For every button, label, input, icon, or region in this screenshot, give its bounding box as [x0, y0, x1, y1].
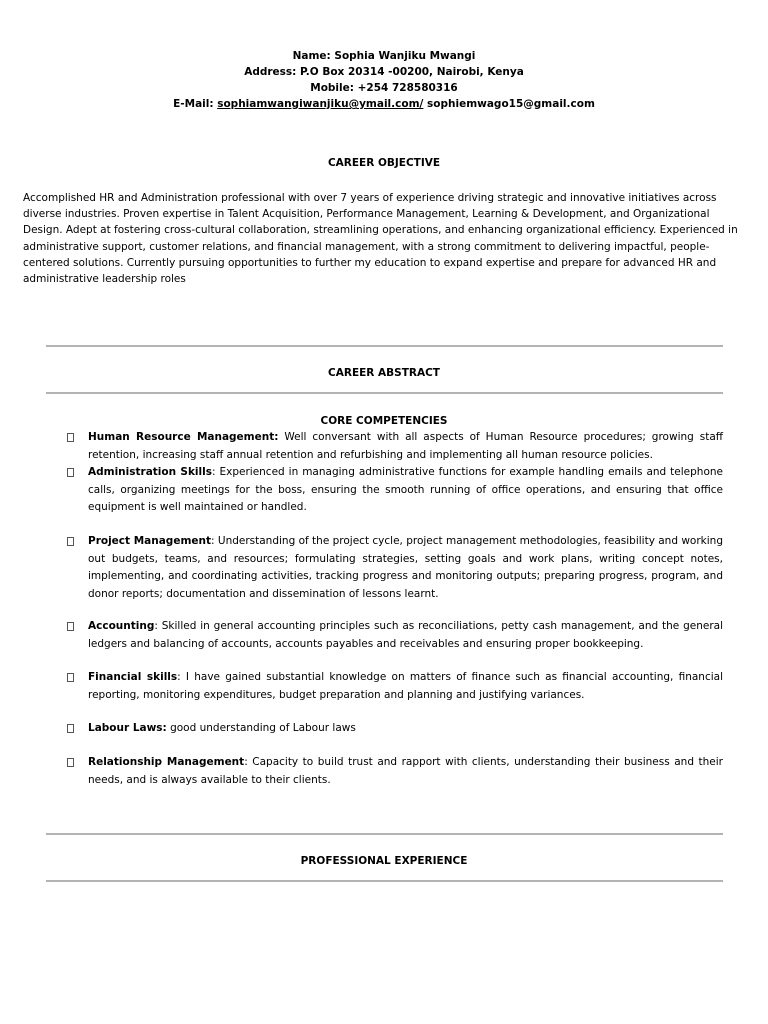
competency-text: Well conversant with all aspects of Human Resource procedures; growing staff retention, increasing staff annual retention and refurbishing and implementing all human resource policies. — [88, 431, 723, 461]
contact-address: Address: P.O Box 20314 -00200, Nairobi, Kenya — [244, 66, 524, 78]
competency-label: Financial skills — [88, 671, 178, 683]
bullet-icon — [67, 758, 74, 767]
competency-text: : Understanding of the project cycle, project management methodologies, feasibility and working out budgets, teams, and resources; formulating strategies, setting goals and work plans, writing concept notes, implementing, and coordinating activities, tracking progress and monitoring outputs; preparing progress, program, and donor reports; documentation and dissemination of lessons learnt. — [88, 535, 723, 600]
competency-item — [67, 429, 723, 464]
divider — [46, 833, 723, 835]
competency-item — [67, 464, 723, 517]
email-secondary: sophiemwago15@gmail.com — [427, 98, 595, 110]
contact-email-line — [0, 96, 768, 112]
competency-text: : I have gained substantial knowledge on matters of finance such as financial accounting, financial reporting, monitoring expenditures, budget preparation and planning and justifying variances. — [88, 671, 723, 701]
divider — [46, 880, 723, 882]
bullet-icon — [67, 537, 74, 546]
competency-label: Relationship Management — [88, 756, 245, 768]
competency-text: : Capacity to build trust and rapport with clients, understanding their business and their needs, and is always available to their clients. — [88, 756, 724, 786]
contact-header — [0, 48, 768, 112]
divider — [46, 345, 723, 347]
divider — [46, 392, 723, 394]
competency-item — [67, 669, 723, 704]
career-objective-text: Accomplished HR and Administration professional with over 7 years of experience driving strategic and innovative initiatives across diverse industries. Proven expertise in Talent Acquisition, Performance Management, Learning & Development, and Organizational Design. Adept at fostering cross-cultural collaboration, streamlining operations, and enhancing organizational efficiency. Experienced in administrative support, customer relations, and financial management, with a strong commitment to delivering impactful, people-centered solutions. Currently pursuing opportunities to further my education to expand expertise and prepare for advanced HR and administrative leadership roles — [23, 192, 738, 286]
professional-experience-title: PROFESSIONAL EXPERIENCE — [300, 855, 468, 867]
bullet-icon — [67, 622, 74, 631]
contact-mobile: Mobile: +254 728580316 — [310, 82, 458, 94]
competency-label: Labour Laws: — [88, 722, 167, 734]
competency-label: Human Resource Management: — [88, 431, 279, 443]
career-objective-title: CAREER OBJECTIVE — [327, 157, 441, 169]
competency-item — [67, 754, 723, 789]
bullet-icon — [67, 468, 74, 477]
bullet-icon — [67, 673, 74, 682]
competency-label: Accounting — [88, 620, 155, 632]
competency-item — [67, 720, 723, 738]
bullet-icon — [67, 724, 74, 733]
competency-text: good understanding of Labour laws — [166, 722, 356, 734]
core-competencies-title: CORE COMPETENCIES — [320, 415, 448, 427]
competency-label: Administration Skills — [88, 466, 212, 478]
contact-name: Name: Sophia Wanjiku Mwangi — [292, 50, 476, 62]
competency-text: : Experienced in managing administrative functions for example handling emails and telephone calls, organizing meetings for the boss, ensuring the smooth running of office operations, and ensuring that office equipment is well maintained or handled. — [88, 466, 723, 513]
competency-item — [67, 618, 723, 653]
career-abstract-title: CAREER ABSTRACT — [328, 367, 440, 379]
competency-item — [67, 533, 723, 603]
email-primary-link[interactable]: sophiamwangiwanjiku@ymail.com/ — [217, 98, 424, 110]
competency-text: : Skilled in general accounting principles such as reconciliations, petty cash management, and the general ledgers and balancing of accounts, accounts payables and receivables and ensuring proper bookkeeping. — [88, 620, 723, 650]
email-label: E-Mail: — [173, 98, 214, 110]
competency-label: Project Management — [88, 535, 211, 547]
bullet-icon — [67, 433, 74, 442]
